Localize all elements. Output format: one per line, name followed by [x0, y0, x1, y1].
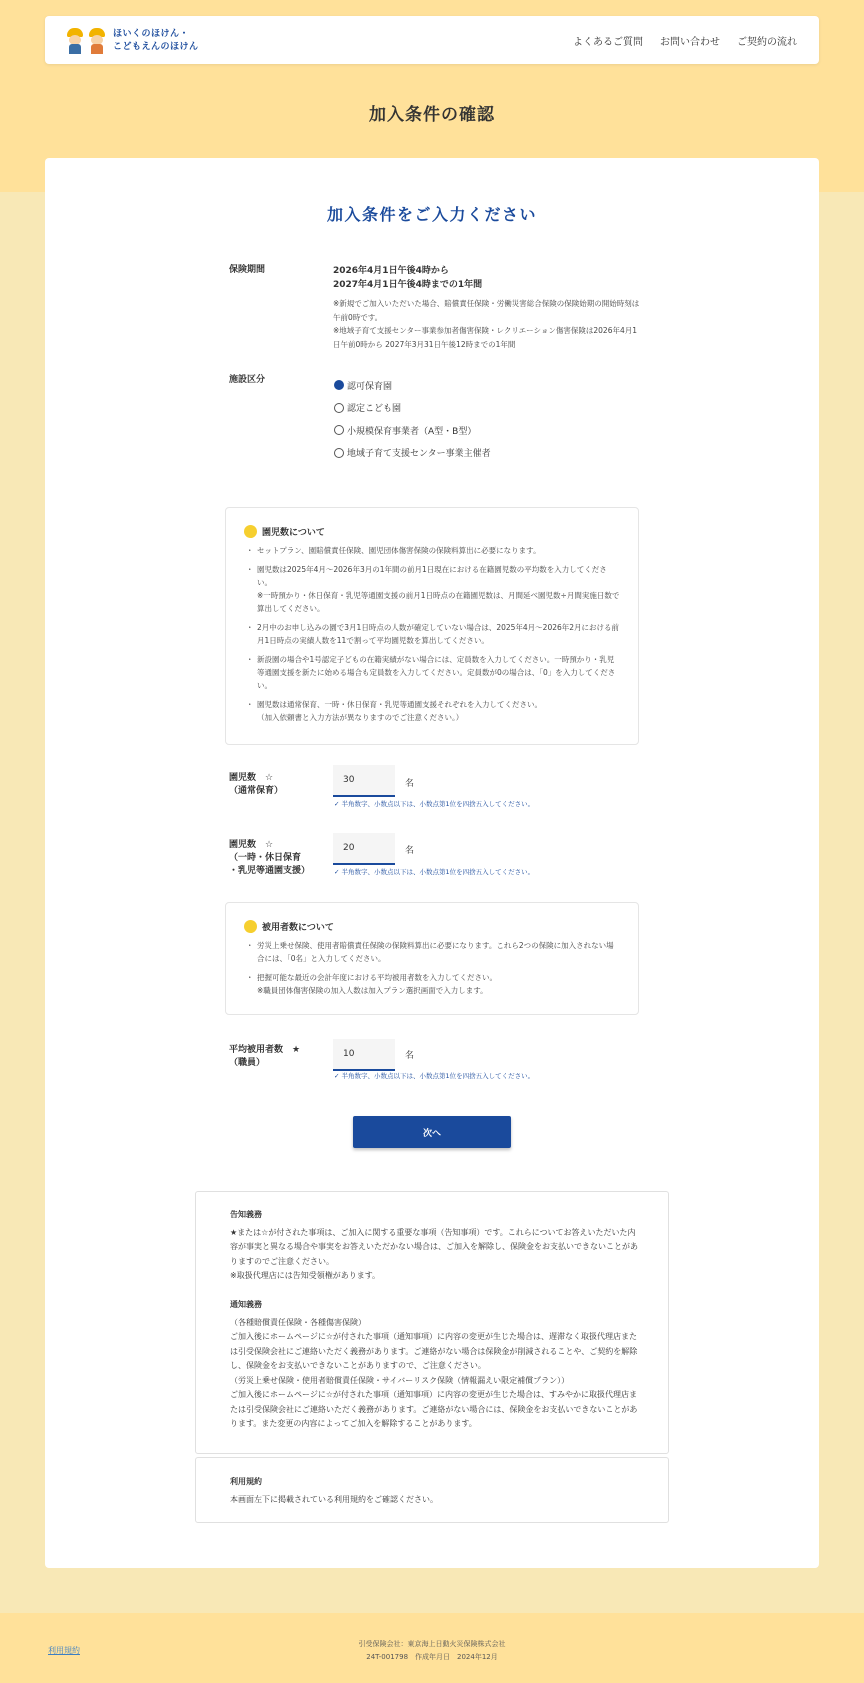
facility-option-nursery[interactable]: [334, 374, 491, 397]
children-info-header: [244, 525, 325, 538]
logo-line2: こどもえんのほけん: [113, 42, 199, 52]
employees-label-line1: 平均被用者数 ★: [229, 1045, 301, 1055]
notification-title: 通知義務: [230, 1300, 262, 1309]
next-button[interactable]: 次へ: [353, 1116, 511, 1148]
employees-input[interactable]: [333, 1039, 395, 1071]
children-regular-hint: ✓ 半角数字、小数点以下は、小数点第1位を四捨五入してください。: [334, 800, 535, 808]
footer-code: 24T-001798 作成年月日 2024年12月: [366, 1653, 498, 1661]
logo[interactable]: [65, 26, 199, 56]
list-item: ・ セットプラン、園賠償責任保険、園児団体傷害保険の保険料算出に必要になります。: [248, 544, 620, 557]
children-regular-unit: 名: [405, 779, 415, 789]
list-item: ・ 園児数は通常保育、一時・休日保育・乳児等通園支援それぞれを入力してください。 （加入依頼書と入力方法が異なりますのでご注意ください。）: [248, 698, 620, 724]
children-temporary-unit: 名: [405, 846, 415, 856]
employees-label: [229, 1044, 300, 1070]
logo-text: [113, 28, 199, 54]
children-temporary-label-line2: （一時・休日保育: [229, 853, 302, 863]
employees-label-line2: （職員）: [229, 1058, 266, 1068]
nav-contact[interactable]: お問い合わせ: [660, 37, 720, 48]
footer-info: [0, 1638, 864, 1664]
period-label: 保険期間: [229, 265, 266, 275]
period-note1: ※新規でご加入いただいた場合、賠償責任保険・労働災害総合保険の保険始期の開始時刻は午前0時です。: [333, 299, 640, 322]
nav-contract-flow[interactable]: ご契約の流れ: [737, 37, 797, 48]
facility-option-small-scale[interactable]: [334, 419, 491, 442]
employees-info-title: 被用者数について: [262, 923, 334, 933]
period-notes: [333, 297, 643, 351]
terms-text: 本画面左下に掲載されている利用規約をご確認ください。: [230, 1494, 438, 1504]
children-info-title: 園児数について: [262, 528, 325, 538]
employees-hint: ✓ 半角数字、小数点以下は、小数点第1位を四捨五入してください。: [334, 1072, 535, 1080]
facility-option-label: 小規模保育事業者（A型・B型）: [347, 426, 477, 437]
children-temporary-label-line3: ・乳児等通園支援）: [229, 866, 311, 876]
form-title: 加入条件をご入力ください: [326, 205, 537, 224]
facility-option-label: 地域子育て支援センター事業主催者: [347, 449, 491, 460]
children-info-list: [248, 544, 620, 730]
site-footer: [0, 1613, 864, 1683]
disclosure-title: 告知義務: [230, 1210, 262, 1219]
children-info-box: [225, 507, 639, 745]
list-item: ・ 2月中のお申し込みの園で3月1日時点の人数が確定していない場合は、2025年4月～2026年2月における前月1日時点の実績人数を11で割って平均園児数を算出してください。: [248, 621, 620, 647]
facility-label: 施設区分: [229, 375, 266, 385]
radio-unchecked-icon[interactable]: [334, 448, 344, 458]
facility-option-kodomoen[interactable]: [334, 397, 491, 420]
period-line2: 2027年4月1日午後4時までの1年間: [333, 280, 483, 290]
facility-option-support-center[interactable]: [334, 442, 491, 465]
period-value: [333, 264, 482, 292]
children-regular-label-line1: 園児数 ☆: [229, 773, 274, 783]
site-header: [45, 16, 819, 64]
employees-unit: 名: [405, 1051, 415, 1061]
list-item: ・ 新設園の場合や1号認定子どもの在籍実績がない場合には、定員数を入力してください。一時預かり・乳児等通園支援を新たに始める場合も定員数を入力してください。定員数が0の場合は、「0」を入力してください。: [248, 653, 620, 692]
terms-box: [195, 1457, 669, 1523]
children-temporary-label-line1: 園児数 ☆: [229, 840, 274, 850]
page-title: 加入条件の確認: [369, 105, 495, 125]
facility-option-label: 認可保育園: [347, 381, 393, 392]
info-dot-icon: [244, 920, 257, 933]
employees-info-header: [244, 920, 334, 933]
period-note2: ※地域子育て支援センター事業参加者傷害保険・レクリエーション傷害保険は2026年4月1日午前0時から 2027年3月31日午後12時までの1年間: [333, 326, 638, 349]
period-line1: 2026年4月1日午後4時から: [333, 266, 449, 276]
children-regular-label-line2: （通常保育）: [229, 786, 284, 796]
children-temporary-input[interactable]: [333, 833, 395, 865]
terms-section: [230, 1475, 642, 1507]
logo-line1: ほいくのほけん・: [113, 29, 190, 39]
children-regular-input[interactable]: [333, 765, 395, 797]
facility-radio-group: [334, 374, 491, 464]
list-item: ・ 園児数は2025年4月～2026年3月の1年間の前月1日現在における在籍園児数の平均数を入力してください。 ※一時預かり・休日保育・乳児等通園支援の前月1日時点の在籍園児数は、月間延べ園児数÷月間実施日数で算出してください。: [248, 563, 620, 615]
form-card: [45, 158, 819, 1568]
radio-unchecked-icon[interactable]: [334, 403, 344, 413]
radio-checked-icon[interactable]: [334, 380, 344, 390]
list-item: ・ 労災上乗せ保険、使用者賠償責任保険の保険料算出に必要になります。これら2つの保険に加入されない場合には、「0名」と入力してください。: [248, 939, 620, 965]
children-temporary-hint: ✓ 半角数字、小数点以下は、小数点第1位を四捨五入してください。: [334, 868, 535, 876]
terms-link[interactable]: 利用規約: [48, 1646, 80, 1655]
facility-option-label: 認定こども園: [347, 404, 402, 415]
nav-faq[interactable]: よくあるご質問: [573, 37, 643, 48]
terms-title: 利用規約: [230, 1477, 262, 1486]
disclosure-text: ★または☆が付された事項は、ご加入に関する重要な事項（告知事項）です。これらについてお答えいただいた内容が事実と異なる場合や事実をお答えいただかない場合は、ご加入を解除し、保険金をお支払いできないことがありますのでご注意ください。 ※取扱代理店には告知受領権があります。: [230, 1227, 638, 1280]
children-temporary-label: [229, 839, 310, 878]
info-dot-icon: [244, 525, 257, 538]
notification-text: （各種賠償責任保険・各種傷害保険） ご加入後にホームページに☆が付された事項（通知事項）に内容の変更が生じた場合は、遅滞なく取扱代理店または引受保険会社にご連絡いただく義務があります。ご連絡がない場合は保険金が削減されることや、ご契約を解除し、保険金をお支払いできないことがありますので、ご注意ください。 （労災上乗せ保険・使用者賠償責任保険・サイバーリスク保険（情報漏えい限定補償プラン）） ご加入後にホームページに☆が付された事項（通知事項）に内容の変更が生じた場合は、すみやかに取扱代理店または引受保険会社にご連絡いただく義務があります。ご連絡がない場合には、保険金をお支払いできないことがあります。また変更の内容によってご加入を解除することがあります。: [230, 1317, 638, 1428]
disclosure-box: [195, 1191, 669, 1454]
radio-unchecked-icon[interactable]: [334, 425, 344, 435]
notification-section: [230, 1298, 642, 1432]
employees-info-box: [225, 902, 639, 1015]
employees-info-list: [248, 939, 620, 1003]
list-item: ・ 把握可能な最近の会計年度における平均被用者数を入力してください。 ※職員団体傷害保険の加入人数は加入プラン選択画面で入力します。: [248, 971, 620, 997]
children-regular-label: [229, 772, 283, 798]
disclosure-section: [230, 1208, 642, 1284]
footer-company: 引受保険会社：東京海上日動火災保険株式会社: [358, 1640, 506, 1648]
kids-logo-icon: [65, 26, 109, 56]
header-nav: [573, 33, 797, 48]
